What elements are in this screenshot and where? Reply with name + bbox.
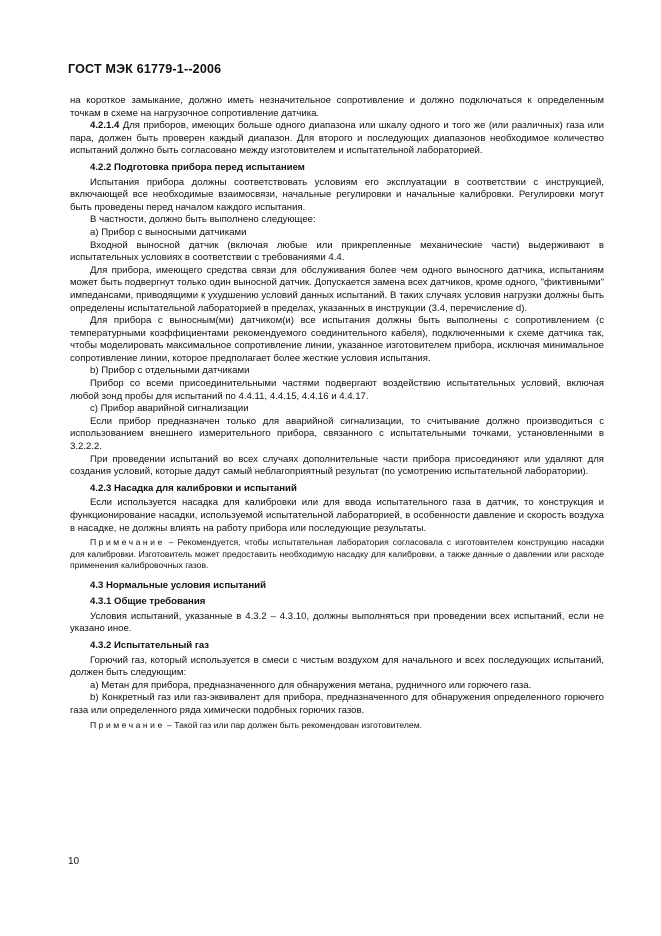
paragraph: При проведении испытаний во всех случаях дополнительные части прибора присоединяют или удаляют для создания условий, которые дадут самый неблагоприятный результат (по усмотрению испытательной лаборатории). — [70, 453, 604, 478]
list-item-b: b) Конкретный газ или газ-эквивалент для прибора, предназначенного для обнаружения определенного горючего газа или определенного ряда химически подобных горючих газов. — [70, 692, 604, 717]
paragraph: Входной выносной датчик (включая любые или прикрепленные механические части) выдерживают в испытательных условиях в соответствии с требованиями 4.4. — [70, 239, 604, 264]
note-label: Примечание — [90, 537, 165, 548]
paragraph: Испытания прибора должны соответствовать условиям его эксплуатации в соответствии с инструкцией, включающей все необходимые взаимосвязи, начальные регулировки и начальные калибровки. Регулировки могут быть проведены перед началом каждого испытания. — [70, 176, 604, 213]
paragraph: Для прибора с выносным(ми) датчиком(и) все испытания должны быть выполнены с сопротивлением (с температурными коэффициентами рекомендуемого соединительного кабеля), подключенными к схеме датчика так, чтобы моделировать максимальное сопротивление линии, указанное изготовителем прибора, исключая минимальное сопротивление линии, которое предполагает более жесткие условия испытания. — [70, 315, 604, 364]
document-header: ГОСТ МЭК 61779-1--2006 — [68, 62, 222, 76]
section-heading-4-2-2: 4.2.2 Подготовка прибора перед испытанием — [90, 161, 305, 173]
section-heading-4-3-1: 4.3.1 Общие требования — [90, 596, 206, 608]
note — [70, 720, 604, 732]
document-body — [70, 95, 604, 733]
paragraph: Условия испытаний, указанные в 4.3.2 – 4.3.10, должны выполняться при проведении всех испытаний, если не указано иное. — [70, 610, 604, 635]
section-heading-4-3-2: 4.3.2 Испытательный газ — [90, 640, 210, 652]
page-number: 10 — [68, 856, 80, 867]
paragraph: Если прибор предназначен только для аварийной сигнализации, то считывание должно производиться с использованием внешнего измерительного прибора, связанного с испытательными точками, установленными в 3.2.2.2. — [70, 415, 604, 453]
paragraph: на короткое замыкание, должно иметь незначительное сопротивление и должно подключаться к определенным точкам в схеме на нагрузочное сопротивление датчика. — [70, 95, 604, 119]
note-label: Примечание — [90, 719, 165, 730]
paragraph: Для прибора, имеющего средства связи для обслуживания более чем одного выносного датчика, испытаниям может быть подвергнут только один выносной датчик. Допускается замена всех датчиков, кроме одного, "фиктивными" импедансами, приводящими к ухудшению условий данных испытаний. В таких случаях условия нагрузки должны быть определены испытательной лабораторией в пределах, указанных в инструкции (3.4, перечисление d). — [70, 264, 604, 314]
paragraph: В частности, должно быть выполнено следующее: — [90, 214, 316, 226]
paragraph: Если используется насадка для калибровки или для ввода испытательного газа в датчик, то конструкция и функционирование насадки, используемой испытательной лабораторией, в особенности давление и скорость воздуха в насадке, не должны влиять на работу прибора или последующие результаты. — [70, 497, 604, 534]
list-item-a: а) Метан для прибора, предназначенного для обнаружения метана, рудничного или горючего газа. — [90, 679, 532, 691]
clause-4-2-1-4 — [70, 120, 604, 158]
note-text: – Такой газ или пар должен быть рекомендован изготовителем. — [164, 719, 422, 730]
list-item-b: b) Прибор с отдельными датчиками — [90, 365, 250, 377]
note — [70, 537, 604, 572]
list-item-a: а) Прибор с выносными датчиками — [90, 226, 247, 238]
list-item-c: с) Прибор аварийной сигнализации — [90, 403, 249, 415]
clause-text: Для приборов, имеющих больше одного диапазона или шкалу одного и того же (или различных) газа или пара, должен быть проверен каждый диапазон. Для второго и последующих диапазонов необходимое количество испытаний должно быть согласовано между изготовителем и испытательной лабораторией. — [70, 120, 604, 157]
section-heading-4-2-3: 4.2.3 Насадка для калибровки и испытаний — [90, 482, 297, 494]
clause-number: 4.2.1.4 — [90, 120, 120, 132]
note-text: – Рекомендуется, чтобы испытательная лаборатория согласовала с изготовителем конструкцию насадки для калибровки. Изготовитель может предоставить необходимую насадку для калибровки, а также данные о давлении или расходе применения калибровочных газов. — [70, 537, 604, 571]
paragraph: Горючий газ, который используется в смеси с чистым воздухом для начального и всех последующих испытаний, должен быть следующим: — [70, 654, 604, 679]
section-heading-4-3: 4.3 Нормальные условия испытаний — [90, 579, 266, 591]
paragraph: Прибор со всеми присоединительными частями подвергают воздействию испытательных условий, включая любой зонд пробы для испытаний по 4.4.11, 4.4.15, 4.4.16 и 4.4.17. — [70, 378, 604, 402]
